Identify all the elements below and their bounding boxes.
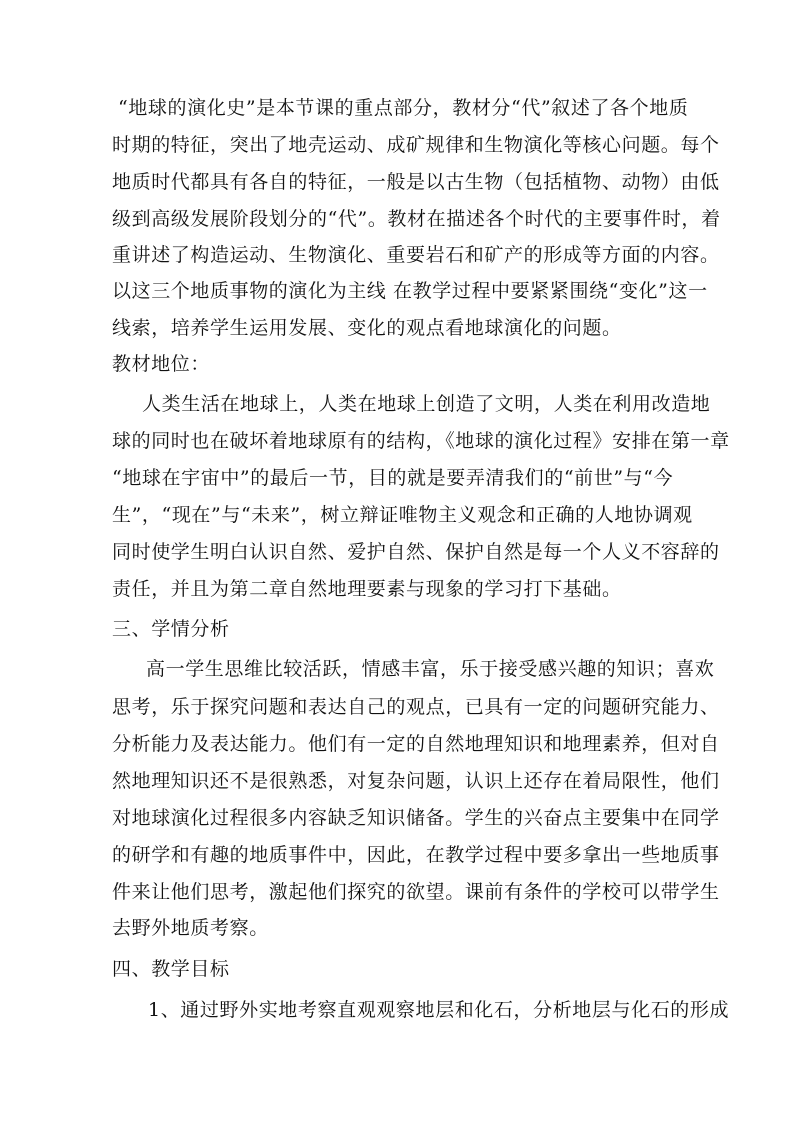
paragraph-line: 责任，并且为第二章自然地理要素与现象的学习打下基础。: [112, 578, 622, 600]
paragraph-line: 去野外地质考察。: [112, 917, 269, 939]
paragraph-line: 线索，培养学生运用发展、变化的观点看地球演化的问题。: [112, 317, 622, 339]
section-heading: 四、教学目标: [112, 958, 230, 980]
paragraph-line: 人类生活在地球上，人类在地球上创造了文明，人类在利用改造地: [142, 393, 711, 415]
paragraph-line: 地质时代都具有各自的特征，一般是以古生物（包括植物、动物）由低: [112, 171, 720, 193]
paragraph-line: 时期的特征，突出了地壳运动、成矿规律和生物演化等核心问题。每个: [112, 134, 720, 156]
paragraph-line: 同时使学生明白认识自然、爱护自然、保护自然是每一个人义不容辞的: [112, 541, 720, 563]
paragraph-line: “地球的演化史”是本节课的重点部分，教材分“代”叙述了各个地质: [118, 97, 689, 119]
section-heading: 三、学情分析: [112, 618, 230, 640]
paragraph-line: 思考，乐于探究问题和表达自己的观点，已具有一定的问题研究能力、: [112, 696, 720, 718]
paragraph-line: 件来让他们思考，激起他们探究的欲望。课前有条件的学校可以带学生: [112, 881, 720, 903]
paragraph-line: 高一学生思维比较活跃，情感丰富，乐于接受感兴趣的知识；喜欢: [146, 658, 715, 680]
paragraph-line: 的研学和有趣的地质事件中，因此，在教学过程中要多拿出一些地质事: [112, 844, 720, 866]
paragraph-line: 生”，“现在”与“未来”，树立辩证唯物主义观念和正确的人地协调观: [112, 504, 693, 526]
paragraph-line: 重讲述了构造运动、生物演化、重要岩石和矿产的形成等方面的内容。: [112, 244, 720, 266]
paragraph-line: 级到高级发展阶段划分的“代”。教材在描述各个时代的主要事件时，着: [112, 208, 721, 230]
paragraph-line: “地球在宇宙中”的最后一节，目的就是要弄清我们的“前世”与“今: [112, 467, 674, 489]
paragraph-line: 对地球演化过程很多内容缺乏知识储备。学生的兴奋点主要集中在同学: [112, 807, 720, 829]
paragraph-line: 以这三个地质事物的演化为主线 在教学过程中要紧紧围绕“变化”这一: [112, 280, 708, 302]
section-heading: 教材地位：: [112, 353, 211, 375]
paragraph-line: 然地理知识还不是很熟悉，对复杂问题，认识上还存在着局限性，他们: [112, 770, 720, 792]
paragraph-line: 分析能力及表达能力。他们有一定的自然地理知识和地理素养，但对自: [112, 733, 720, 755]
paragraph-line: 球的同时也在破坏着地球原有的结构，《地球的演化过程》安排在第一章: [112, 430, 730, 452]
paragraph-line: 1、通过野外实地考察直观观察地层和化石，分析地层与化石的形成: [148, 999, 730, 1021]
